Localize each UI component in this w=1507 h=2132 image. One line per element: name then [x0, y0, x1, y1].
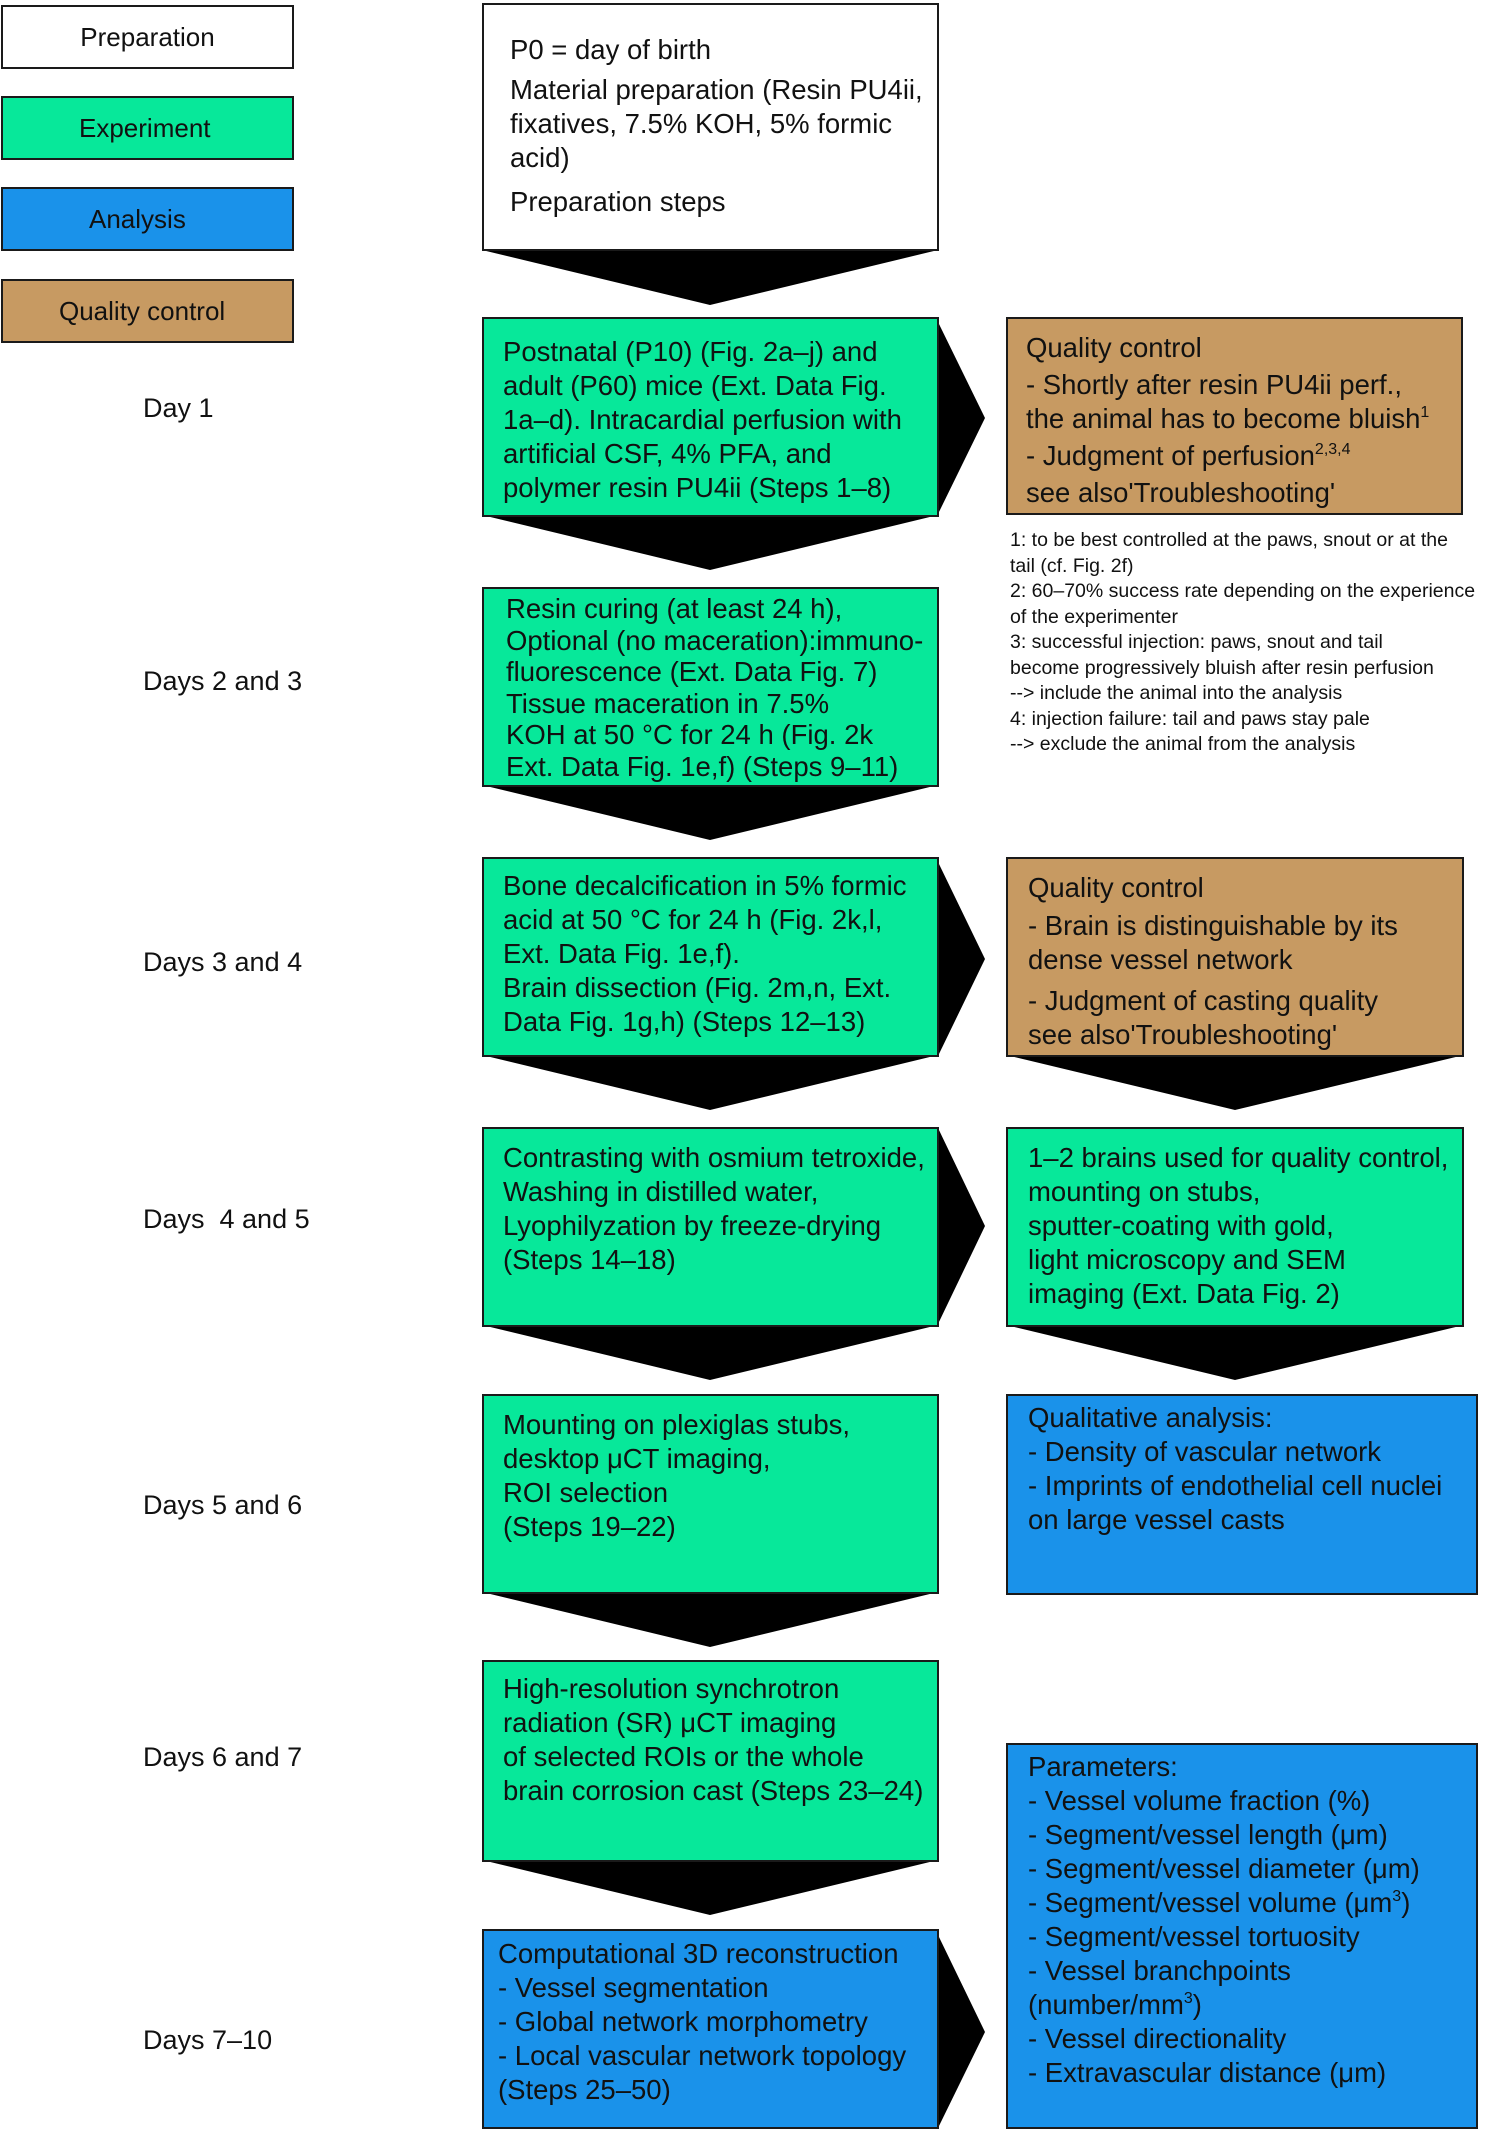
arrow-down-sem	[1006, 1325, 1464, 1380]
contrasting-box	[482, 1127, 939, 1327]
contrast-line-3: Lyophilyzation by freeze-drying	[503, 1210, 882, 1241]
params-line-10: - Extravascular distance (μm)	[1028, 2057, 1387, 2088]
qual-line-4: on large vessel casts	[1028, 1504, 1285, 1535]
arrow-down-prep	[482, 250, 938, 305]
synchrotron-box	[482, 1660, 939, 1862]
sr-line-3: of selected ROIs or the whole	[503, 1741, 864, 1772]
arrow-down-qc2	[1006, 1055, 1464, 1110]
legend-analysis-label: Analysis	[89, 203, 186, 234]
legend-preparation	[1, 5, 294, 69]
prep-line-2: Material preparation (Resin PU4ii,	[510, 74, 923, 105]
footnote-line-4: of the experimenter	[1010, 605, 1179, 628]
perfusion-box	[482, 317, 939, 517]
sem-line-4: light microscopy and SEM	[1028, 1244, 1346, 1275]
footnote-line-5: 3: successful injection: paws, snout and tail	[1010, 631, 1383, 653]
qc2-line-5: see also'Troubleshooting'	[1028, 1019, 1338, 1050]
legend-preparation-label: Preparation	[80, 21, 215, 52]
qc1-line-2: - Shortly after resin PU4ii perf.,	[1026, 369, 1402, 400]
params-line-9: - Vessel directionality	[1028, 2023, 1287, 2054]
perfusion-line-1: Postnatal (P10) (Fig. 2a–j) and	[503, 336, 878, 367]
sem-line-3: sputter-coating with gold,	[1028, 1210, 1334, 1241]
perfusion-line-4: artificial CSF, 4% PFA, and	[503, 438, 832, 469]
decalc-line-1: Bone decalcification in 5% formic	[503, 870, 907, 901]
params-line-8-sup: 3	[1183, 1990, 1193, 2007]
quality-control-box-1	[1006, 317, 1463, 515]
qc1-line-3	[1026, 402, 1461, 436]
legend-analysis	[1, 187, 294, 251]
sr-line-4: brain corrosion cast (Steps 23–24)	[503, 1775, 924, 1806]
recon-line-1: Computational 3D reconstruction	[498, 1938, 899, 1969]
params-line-5	[1028, 1886, 1476, 1920]
recon-line-5: (Steps 25–50)	[498, 2074, 671, 2105]
params-line-5-text: - Segment/vessel volume (μm	[1028, 1887, 1393, 1918]
perfusion-line-5: polymer resin PU4ii (Steps 1–8)	[503, 472, 892, 503]
qc1-line-1: Quality control	[1026, 332, 1202, 363]
curing-box	[482, 587, 939, 787]
qualitative-analysis-box	[1006, 1394, 1478, 1595]
curing-line-2: Optional (no maceration):immuno-	[506, 624, 924, 656]
curing-line-3: fluorescence (Ext. Data Fig. 7)	[506, 656, 878, 687]
arrow-down-decalc	[482, 1055, 938, 1110]
arrow-right-perfusion	[938, 322, 985, 514]
mounting-box	[482, 1394, 939, 1594]
params-line-5-sup: 3	[1392, 1888, 1402, 1905]
sr-line-1: High-resolution synchrotron	[503, 1673, 840, 1704]
params-line-6: - Segment/vessel tortuosity	[1028, 1921, 1360, 1952]
qc2-line-1: Quality control	[1028, 872, 1204, 903]
mount-line-1: Mounting on plexiglas stubs,	[503, 1409, 851, 1440]
recon-line-4: - Local vascular network topology	[498, 2040, 907, 2071]
params-line-2: - Vessel volume fraction (%)	[1028, 1785, 1371, 1816]
contrast-line-2: Washing in distilled water,	[503, 1176, 819, 1207]
qc2-line-2: - Brain is distinguishable by its	[1028, 910, 1398, 941]
qual-line-3: - Imprints of endothelial cell nuclei	[1028, 1470, 1443, 1501]
params-line-3: - Segment/vessel length (μm)	[1028, 1819, 1388, 1850]
params-line-8	[1028, 1988, 1476, 2022]
legend-quality-control-label: Quality control	[59, 295, 226, 326]
sr-line-2: radiation (SR) μCT imaging	[503, 1707, 837, 1738]
params-line-5-end: )	[1401, 1887, 1411, 1918]
reconstruction-box	[482, 1929, 939, 2129]
mount-line-2: desktop μCT imaging,	[503, 1443, 771, 1474]
prep-line-5: Preparation steps	[510, 186, 726, 217]
sem-line-5: imaging (Ext. Data Fig. 2)	[1028, 1278, 1340, 1309]
prep-line-4: acid)	[510, 142, 570, 173]
qc1-footnote-2-3-4: 2,3,4	[1314, 441, 1351, 458]
qc2-line-4: - Judgment of casting quality	[1028, 985, 1379, 1016]
decalc-line-3: Ext. Data Fig. 1e,f).	[503, 938, 740, 969]
contrast-line-4: (Steps 14–18)	[503, 1244, 676, 1275]
decalc-line-5: Data Fig. 1g,h) (Steps 12–13)	[503, 1006, 866, 1037]
footnotes	[1010, 528, 1475, 758]
curing-line-4: Tissue maceration in 7.5%	[506, 687, 830, 719]
qc1-line-4-text: - Judgment of perfusion	[1026, 440, 1315, 471]
footnote-line-3: 2: 60–70% success rate depending on the experience	[1010, 580, 1476, 602]
legend-experiment-label: Experiment	[79, 112, 211, 143]
arrow-down-contrast	[482, 1325, 938, 1380]
day-label-5-6: Days 5 and 6	[143, 1490, 303, 1520]
curing-line-1: Resin curing (at least 24 h),	[506, 593, 843, 624]
day-label-2-3: Days 2 and 3	[143, 666, 303, 696]
legend-quality-control	[1, 279, 294, 343]
footnote-line-9: --> exclude the animal from the analysis	[1010, 733, 1356, 755]
arrow-down-mount	[482, 1592, 938, 1647]
qual-line-1: Qualitative analysis:	[1028, 1402, 1273, 1433]
day-label-4-5: Days 4 and 5	[143, 1204, 310, 1234]
legend-experiment	[1, 96, 294, 160]
curing-line-5: KOH at 50 °C for 24 h (Fig. 2k	[506, 719, 874, 750]
parameters-box	[1006, 1743, 1478, 2129]
footnote-line-8: 4: injection failure: tail and paws stay pale	[1010, 707, 1370, 730]
recon-line-2: - Vessel segmentation	[498, 1972, 769, 2003]
decalc-line-2: acid at 50 °C for 24 h (Fig. 2k,l,	[503, 904, 883, 935]
mount-line-4: (Steps 19–22)	[503, 1511, 676, 1542]
params-line-1: Parameters:	[1028, 1751, 1178, 1782]
qc1-line-5: see also'Troubleshooting'	[1026, 477, 1336, 508]
qc2-line-3: dense vessel network	[1028, 944, 1293, 975]
preparation-box	[482, 3, 939, 251]
qc1-line-3-text: the animal has to become bluish	[1026, 403, 1421, 434]
qc1-footnote-1: 1	[1420, 404, 1430, 421]
arrow-down-sr	[482, 1860, 938, 1915]
arrow-right-recon	[938, 1935, 985, 2128]
perfusion-line-3: 1a–d). Intracardial perfusion with	[503, 404, 902, 435]
params-line-8-text: (number/mm	[1028, 1989, 1184, 2020]
contrast-line-1: Contrasting with osmium tetroxide,	[503, 1142, 925, 1173]
arrow-right-contrast	[938, 1128, 985, 1324]
qc1-line-4	[1026, 439, 1461, 473]
mount-line-3: ROI selection	[503, 1477, 669, 1508]
qual-line-2: - Density of vascular network	[1028, 1436, 1382, 1467]
params-line-7: - Vessel branchpoints	[1028, 1955, 1291, 1986]
decalc-line-4: Brain dissection (Fig. 2m,n, Ext.	[503, 972, 892, 1003]
footnote-line-1: 1: to be best controlled at the paws, snout or at the	[1010, 529, 1448, 551]
footnote-line-6: become progressively bluish after resin perfusion	[1010, 656, 1434, 679]
decalcification-box	[482, 857, 939, 1057]
curing-line-6: Ext. Data Fig. 1e,f) (Steps 9–11)	[506, 750, 899, 782]
params-line-4: - Segment/vessel diameter (μm)	[1028, 1853, 1420, 1884]
day-label-3-4: Days 3 and 4	[143, 947, 303, 977]
footnote-line-2: tail (cf. Fig. 2f)	[1010, 554, 1134, 577]
sem-line-2: mounting on stubs,	[1028, 1176, 1261, 1207]
day-label-6-7: Days 6 and 7	[143, 1742, 303, 1772]
sem-quality-box	[1006, 1127, 1464, 1327]
arrow-down-perfusion	[482, 515, 938, 570]
quality-control-box-2	[1006, 857, 1464, 1057]
footnote-line-7: --> include the animal into the analysis	[1010, 682, 1343, 704]
recon-line-3: - Global network morphometry	[498, 2006, 868, 2037]
day-label-7-10: Days 7–10	[143, 2025, 273, 2055]
arrow-down-curing	[482, 785, 938, 840]
day-label-1: Day 1	[143, 393, 214, 423]
prep-line-3: fixatives, 7.5% KOH, 5% formic	[510, 108, 893, 139]
arrow-right-decalc	[938, 862, 985, 1056]
params-line-8-end: )	[1192, 1989, 1202, 2020]
perfusion-line-2: adult (P60) mice (Ext. Data Fig.	[503, 370, 887, 401]
prep-line-1: P0 = day of birth	[510, 34, 712, 65]
sem-line-1: 1–2 brains used for quality control,	[1028, 1142, 1449, 1173]
